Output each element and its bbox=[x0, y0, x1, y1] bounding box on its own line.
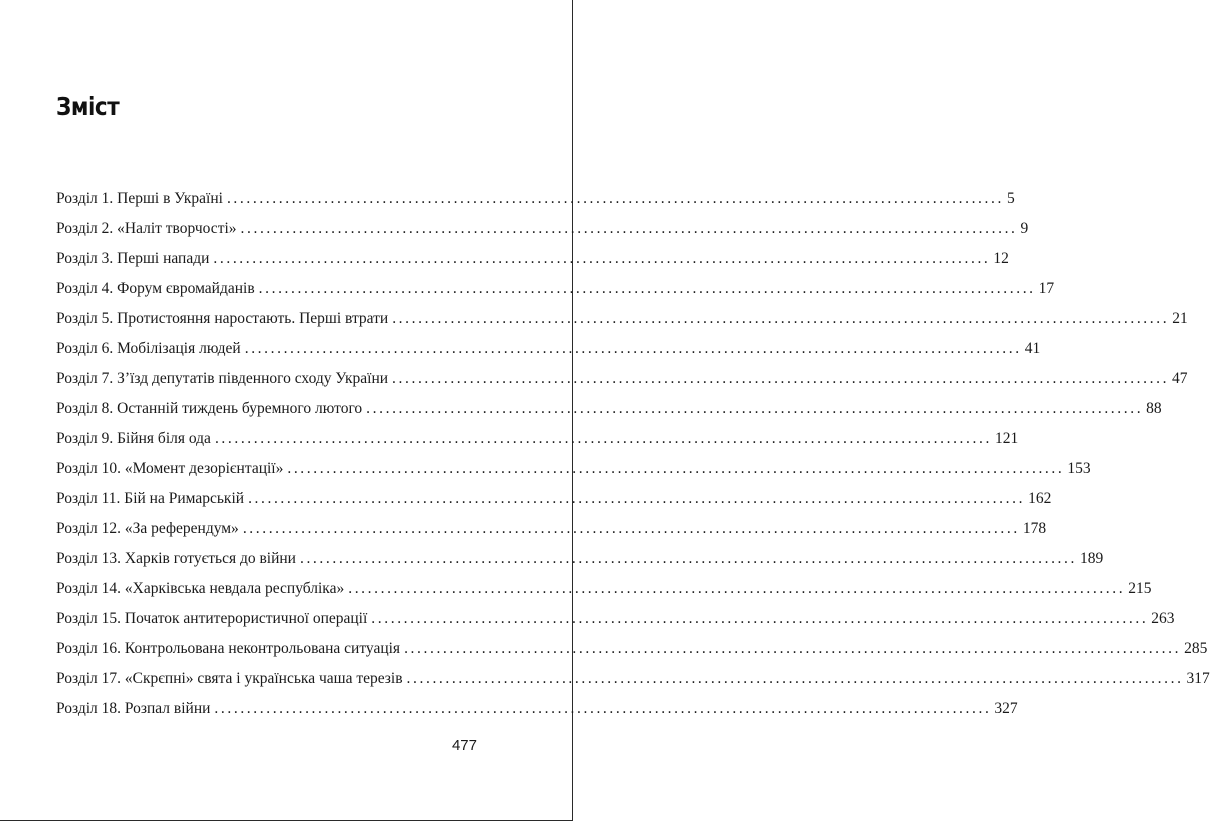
toc-entry-page: 178 bbox=[1022, 520, 1047, 537]
toc-entry-label: Розділ 5. Протистояння наростають. Перші втрати bbox=[56, 310, 389, 327]
toc-leader-dots: ........................................................................................................................ bbox=[240, 220, 1018, 237]
toc-entry-page: 88 bbox=[1146, 400, 1162, 417]
toc-leader-dots: ........................................................................................................................ bbox=[404, 640, 1182, 657]
toc-entry[interactable] bbox=[56, 424, 1019, 454]
toc-leader-dots: ........................................................................................................................ bbox=[226, 190, 1004, 207]
toc-leader-dots: ........................................................................................................................ bbox=[366, 400, 1144, 417]
toc-entry[interactable] bbox=[56, 544, 1104, 574]
toc-entry-page: 17 bbox=[1038, 280, 1055, 297]
toc-entry[interactable] bbox=[56, 484, 1052, 514]
toc-entry-page: 9 bbox=[1020, 220, 1029, 237]
toc-entry[interactable] bbox=[56, 604, 1175, 634]
toc-leader-dots: ........................................................................................................................ bbox=[392, 310, 1170, 327]
toc-entry-page: 12 bbox=[993, 250, 1009, 267]
toc-entry-label: Розділ 17. «Скрєпні» свята і українська чаша терезів bbox=[56, 670, 403, 687]
toc-entry[interactable] bbox=[56, 274, 1055, 304]
toc-leader-dots: ........................................................................................................................ bbox=[371, 610, 1149, 627]
toc-leader-dots: ........................................................................................................................ bbox=[258, 280, 1036, 297]
toc-entry-label: Розділ 8. Останній тиждень буремного лютого bbox=[56, 400, 363, 417]
toc-entry-page: 121 bbox=[994, 430, 1019, 447]
toc-entry-page: 263 bbox=[1151, 610, 1175, 627]
toc-entry-label: Розділ 1. Перші в Україні bbox=[56, 190, 223, 207]
toc-leader-dots: ........................................................................................................................ bbox=[248, 490, 1026, 507]
toc-entry[interactable] bbox=[56, 634, 1208, 664]
toc-leader-dots: ........................................................................................................................ bbox=[287, 460, 1065, 477]
toc-entry-label: Розділ 18. Розпал війни bbox=[56, 700, 211, 717]
toc-entry-label: Розділ 16. Контрольована неконтрольована ситуація bbox=[56, 640, 401, 657]
toc-entry[interactable] bbox=[56, 514, 1047, 544]
toc-entry-label: Розділ 13. Харків готується до війни bbox=[56, 550, 296, 567]
toc-entry-page: 285 bbox=[1184, 640, 1208, 657]
toc-leader-dots: ........................................................................................................................ bbox=[214, 700, 992, 717]
toc-entry[interactable] bbox=[56, 454, 1091, 484]
toc-entry[interactable] bbox=[56, 394, 1162, 424]
toc-entry[interactable] bbox=[56, 364, 1188, 394]
toc-entry-label: Розділ 11. Бій на Римарській bbox=[56, 490, 245, 507]
toc-entry-label: Розділ 10. «Момент дезорієнтації» bbox=[56, 460, 284, 477]
toc-leader-dots: ........................................................................................................................ bbox=[242, 520, 1020, 537]
page-title: Зміст bbox=[56, 92, 120, 121]
toc-entry-page: 153 bbox=[1067, 460, 1091, 477]
toc-leader-dots: ........................................................................................................................ bbox=[348, 580, 1126, 597]
toc-entry-label: Розділ 2. «Наліт творчості» bbox=[56, 220, 237, 237]
toc-entry[interactable] bbox=[56, 694, 1018, 724]
toc-entry-label: Розділ 4. Форум євромайданів bbox=[56, 280, 255, 297]
toc-entry-page: 327 bbox=[994, 700, 1018, 717]
toc-entry-page: 215 bbox=[1128, 580, 1152, 597]
toc-leader-dots: ........................................................................................................................ bbox=[213, 250, 991, 267]
toc-entry[interactable] bbox=[56, 334, 1041, 364]
toc-entry-page: 162 bbox=[1028, 490, 1052, 507]
toc-entry-page: 41 bbox=[1024, 340, 1041, 357]
toc-entry-page: 47 bbox=[1172, 370, 1188, 387]
toc-entry-page: 317 bbox=[1186, 670, 1210, 687]
toc-entry[interactable] bbox=[56, 304, 1188, 334]
toc-entry[interactable] bbox=[56, 664, 1210, 694]
table-of-contents bbox=[56, 184, 1210, 724]
toc-entry-label: Розділ 3. Перші напади bbox=[56, 250, 210, 267]
toc-entry-label: Розділ 6. Мобілізація людей bbox=[56, 340, 241, 357]
toc-leader-dots: ........................................................................................................................ bbox=[406, 670, 1184, 687]
toc-entry[interactable] bbox=[56, 184, 1015, 214]
page-number: 477 bbox=[451, 737, 477, 754]
toc-entry[interactable] bbox=[56, 574, 1152, 604]
toc-entry-label: Розділ 12. «За референдум» bbox=[56, 520, 239, 537]
toc-entry[interactable] bbox=[56, 244, 1009, 274]
toc-entry-label: Розділ 7. З’їзд депутатів південного сходу України bbox=[56, 370, 389, 387]
toc-entry-label: Розділ 9. Бійня біля ода bbox=[56, 430, 211, 447]
toc-entry-page: 189 bbox=[1079, 550, 1104, 567]
toc-entry-label: Розділ 14. «Харківська невдала республіка» bbox=[56, 580, 345, 597]
toc-leader-dots: ........................................................................................................................ bbox=[214, 430, 992, 447]
toc-leader-dots: ........................................................................................................................ bbox=[392, 370, 1170, 387]
toc-entry-label: Розділ 15. Початок антитерористичної операції bbox=[56, 610, 368, 627]
toc-entry[interactable] bbox=[56, 214, 1029, 244]
toc-leader-dots: ........................................................................................................................ bbox=[299, 550, 1077, 567]
toc-entry-page: 5 bbox=[1006, 190, 1015, 207]
toc-entry-page: 21 bbox=[1172, 310, 1188, 327]
toc-leader-dots: ........................................................................................................................ bbox=[244, 340, 1022, 357]
